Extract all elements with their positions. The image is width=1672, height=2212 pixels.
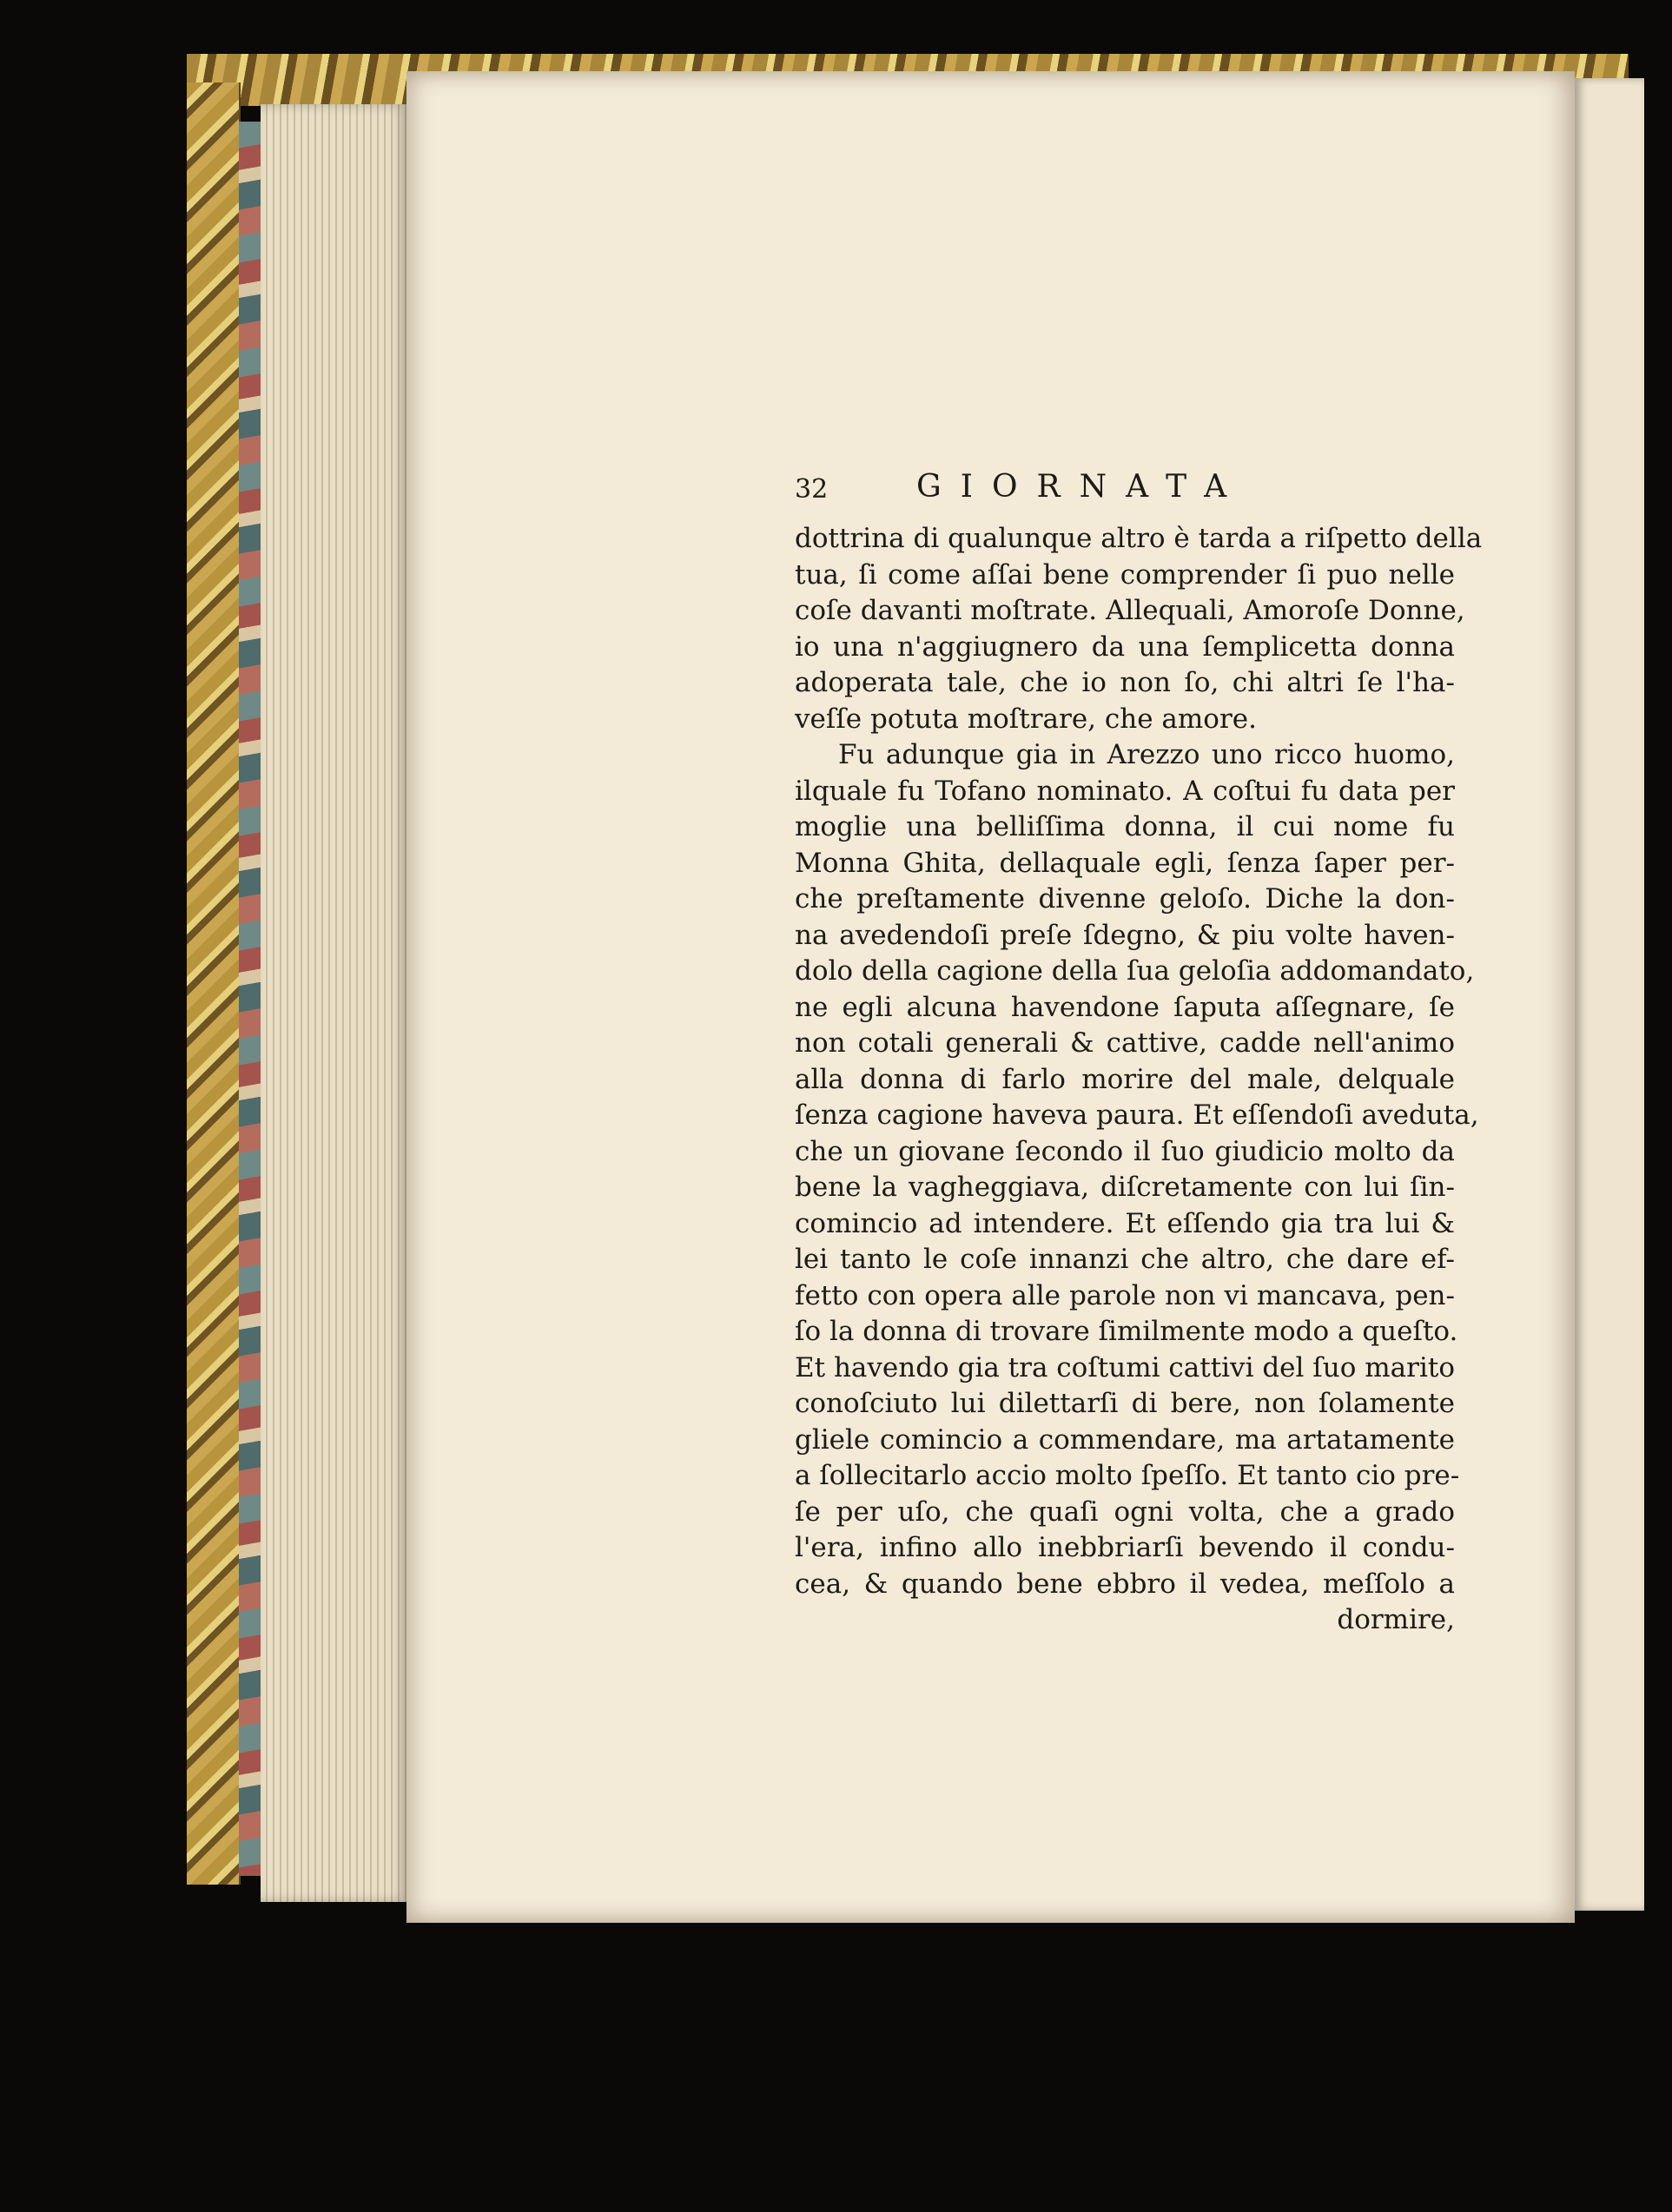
text-line: veſſe potuta moſtrare, che amore. <box>795 703 1257 735</box>
text-line: ſe per uſo, che quaſi ogni volta, che a grado <box>795 1496 1455 1528</box>
text-line: fetto con opera alle parole non vi mancava, pen- <box>795 1279 1455 1311</box>
text-line: adoperata tale, che io non ſo, chi altri ſe l'ha- <box>795 667 1455 698</box>
text-line: a ſollecitarlo accio molto ſpeſſo. Et tanto cio pre- <box>795 1460 1460 1491</box>
text-line: non cotali generali & cattive, cadde nell'animo <box>795 1027 1455 1059</box>
running-head <box>795 469 1455 521</box>
text-line: che preſtamente divenne geloſo. Diche la don- <box>795 883 1455 915</box>
text-line: na avedendoſi preſe ſdegno, & piu volte haven- <box>795 919 1455 951</box>
text-line: ne egli alcuna havendone ſaputa aſſegnare, ſe <box>795 991 1455 1023</box>
text-line: conoſciuto lui dilettarſi di bere, non ſolamente <box>795 1388 1455 1419</box>
text-line: ilquale fu Tofano nominato. A coſtui fu data per <box>795 775 1455 807</box>
facing-page-edge <box>1572 78 1644 1911</box>
text-line: cea, & quando bene ebbro il vedea, meſſolo a <box>795 1568 1455 1600</box>
text-line: Fu adunque gia in Arezzo uno ricco huomo, <box>838 739 1455 770</box>
text-line: moglie una belliſſima donna, il cui nome fu <box>795 811 1455 842</box>
running-title: GIORNATA <box>916 469 1246 505</box>
text-line: che un giovane ſecondo il ſuo giudicio molto da <box>795 1135 1455 1167</box>
text-line: comincio ad intendere. Et eſſendo gia tra lui & <box>795 1207 1455 1239</box>
text-line: gliele comincio a commendare, ma artatamente <box>795 1423 1455 1456</box>
page-number: 32 <box>795 474 829 505</box>
text-line: ſo la donna di trovare ſimilmente modo a queſto. <box>795 1316 1458 1347</box>
catchword: dormire, <box>1337 1604 1455 1635</box>
text-line: Monna Ghita, dellaquale egli, ſenza ſaper per- <box>795 847 1455 879</box>
gilt-spine-edge <box>187 83 241 1885</box>
text-line: dottrina di qualunque altro è tarda a riſpetto della <box>795 523 1483 554</box>
text-line: lei tanto le coſe innanzi che altro, che dare ef- <box>795 1244 1455 1275</box>
text-line: alla donna di farlo morire del male, delquale <box>795 1063 1455 1095</box>
text-line: tua, ſi come aſſai bene comprender ſi puo nelle <box>795 558 1455 591</box>
text-line: dolo della cagione della ſua geloſia addomandato, <box>795 955 1475 987</box>
page-edges <box>261 104 408 1902</box>
text-block <box>795 469 1483 1639</box>
text-line: ſenza cagione haveva paura. Et eſſendoſi aveduta, <box>795 1099 1479 1131</box>
text-line: coſe davanti moſtrate. Allequali, Amoroſe Donne, <box>795 595 1465 626</box>
text-line: l'era, infino allo inebbriarſi bevendo il condu- <box>795 1532 1455 1563</box>
text-line: bene la vagheggiava, diſcretamente con lui ſin- <box>795 1172 1455 1203</box>
text-line: Et havendo gia tra coſtumi cattivi del ſuo marito <box>795 1351 1455 1383</box>
text-line: io una n'aggiugnero da una ſemplicetta donna <box>795 631 1455 663</box>
